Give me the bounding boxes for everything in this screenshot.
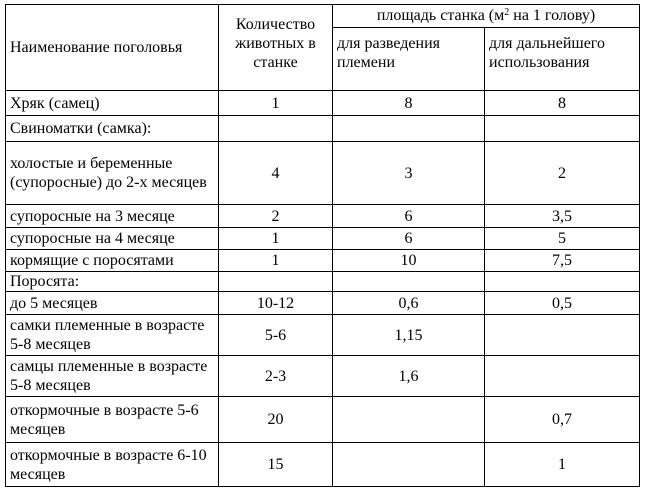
row-breeding-cell <box>333 397 485 443</box>
row-count-cell: 2-3 <box>219 356 333 397</box>
table-row <box>6 397 640 443</box>
table-row <box>6 91 640 116</box>
row-breeding-cell: 6 <box>333 228 485 250</box>
row-further-cell: 0,5 <box>485 292 640 315</box>
header-name-cell: Наименование поголовья <box>6 5 219 91</box>
row-breeding-cell <box>333 272 485 292</box>
row-further-cell: 3,5 <box>485 205 640 228</box>
row-further-cell: 1 <box>485 443 640 487</box>
row-name-cell: супоросные на 4 месяце <box>6 228 219 250</box>
row-breeding-cell: 6 <box>333 205 485 228</box>
row-count-cell: 1 <box>219 228 333 250</box>
row-name-cell: кормящие с поросятами <box>6 250 219 272</box>
row-further-cell <box>485 356 640 397</box>
area-group-suffix: на 1 голову) <box>509 6 596 24</box>
row-breeding-cell: 1,15 <box>333 315 485 356</box>
row-name-cell: Хряк (самец) <box>6 91 219 116</box>
header-row-1 <box>6 5 640 28</box>
row-breeding-cell <box>333 116 485 142</box>
row-count-cell <box>219 116 333 142</box>
row-name-cell: откормочные в возрасте 5-6 месяцев <box>6 397 219 443</box>
table-row <box>6 272 640 292</box>
row-breeding-cell: 8 <box>333 91 485 116</box>
row-count-cell: 1 <box>219 91 333 116</box>
header-area-group-cell <box>333 5 640 28</box>
row-count-cell: 10-12 <box>219 292 333 315</box>
row-count-cell <box>219 272 333 292</box>
row-breeding-cell: 10 <box>333 250 485 272</box>
table-row <box>6 443 640 487</box>
row-name-cell: холостые и беременные (супоросные) до 2-х месяцев <box>6 142 219 205</box>
table-row <box>6 292 640 315</box>
table-row <box>6 142 640 205</box>
row-further-cell: 7,5 <box>485 250 640 272</box>
header-count-cell: Количество животных в станке <box>219 5 333 91</box>
row-count-cell: 1 <box>219 250 333 272</box>
row-count-cell: 4 <box>219 142 333 205</box>
row-further-cell: 0,7 <box>485 397 640 443</box>
row-name-cell: Поросята: <box>6 272 219 292</box>
row-count-cell: 20 <box>219 397 333 443</box>
row-breeding-cell <box>333 443 485 487</box>
row-name-cell: откормочные в возрасте 6-10 месяцев <box>6 443 219 487</box>
row-count-cell: 2 <box>219 205 333 228</box>
row-breeding-cell: 0,6 <box>333 292 485 315</box>
area-group-superscript: 2 <box>504 6 510 18</box>
row-name-cell: супоросные на 3 месяце <box>6 205 219 228</box>
row-further-cell <box>485 272 640 292</box>
table-row <box>6 356 640 397</box>
row-further-cell: 5 <box>485 228 640 250</box>
row-name-cell: самки племенные в возрасте 5-8 месяцев <box>6 315 219 356</box>
area-group-prefix: площадь станка (м <box>376 6 505 24</box>
row-count-cell: 5-6 <box>219 315 333 356</box>
row-further-cell <box>485 116 640 142</box>
row-further-cell <box>485 315 640 356</box>
row-further-cell: 8 <box>485 91 640 116</box>
table-row <box>6 228 640 250</box>
table-row <box>6 250 640 272</box>
row-name-cell: самцы племенные в возрасте 5-8 месяцев <box>6 356 219 397</box>
row-breeding-cell: 3 <box>333 142 485 205</box>
header-breeding-cell: для разведения племени <box>333 28 485 91</box>
row-breeding-cell: 1,6 <box>333 356 485 397</box>
row-count-cell: 15 <box>219 443 333 487</box>
row-name-cell: до 5 месяцев <box>6 292 219 315</box>
pen-area-table <box>5 4 640 487</box>
table-row <box>6 315 640 356</box>
header-further-use-cell: для дальнейшего использования <box>485 28 640 91</box>
table-row <box>6 205 640 228</box>
row-name-cell: Свиноматки (самка): <box>6 116 219 142</box>
table-row <box>6 116 640 142</box>
row-further-cell: 2 <box>485 142 640 205</box>
